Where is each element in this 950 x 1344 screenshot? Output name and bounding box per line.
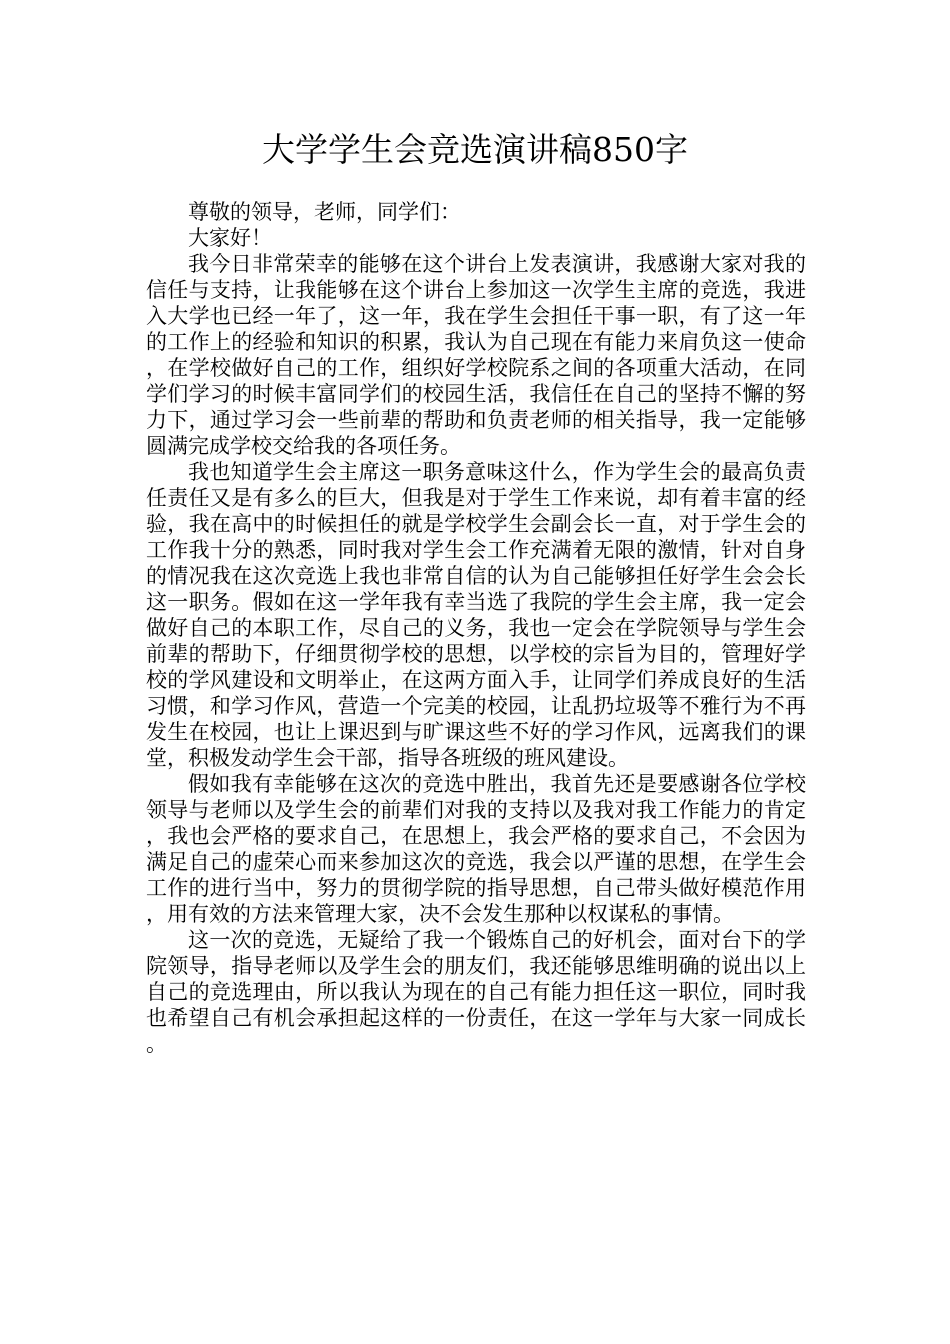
document-body [146, 199, 806, 1057]
paragraph: 我也知道学生会主席这一职务意味这什么，作为学生会的最高负责任责任又是有多么的巨大，但我是对于学生工作来说，却有着丰富的经验，我在高中的时候担任的就是学校学生会副会长一直，对于学生会的工作我十分的熟悉，同时我对学生会工作充满着无限的激情，针对自身的情况我在这次竞选上我也非常自信的认为自己能够担任好学生会会长这一职务。假如在这一学年我有幸当选了我院的学生会主席，我一定会做好自己的本职工作，尽自己的义务，我也一定会在学院领导与学生会前辈的帮助下，仔细贯彻学校的思想，以学校的宗旨为目的，管理好学校的学风建设和文明举止，在这两方面入手，让同学们养成良好的生活习惯，和学习作风，营造一个完美的校园，让乱扔垃圾等不雅行为不再发生在校园，也让上课迟到与旷课这些不好的学习作风，远离我们的课堂，积极发动学生会干部，指导各班级的班风建设。 [146, 460, 806, 770]
page-title: 大学学生会竞选演讲稿850字 [262, 130, 688, 169]
paragraph: 这一次的竞选，无疑给了我一个锻炼自己的好机会，面对台下的学院领导，指导老师以及学生会的朋友们，我还能够思维明确的说出以上自己的竞选理由，所以我认为现在的自己有能力担任这一职位，同时我也希望自己有机会承担起这样的一份责任，在这一学年与大家一同成长。 [146, 928, 806, 1056]
greeting: 大家好！ [188, 226, 272, 250]
salutation: 尊敬的领导，老师，同学们： [188, 200, 461, 224]
paragraph: 假如我有幸能够在这次的竞选中胜出，我首先还是要感谢各位学校领导与老师以及学生会的前辈们对我的支持以及我对我工作能力的肯定，我也会严格的要求自己，在思想上，我会严格的要求自己，不会因为满足自己的虚荣心而来参加这次的竞选，我会以严谨的思想，在学生会工作的进行当中，努力的贯彻学院的指导思想，自己带头做好模范作用，用有效的方法来管理大家，决不会发生那种以权谋私的事情。 [146, 772, 806, 926]
paragraph: 我今日非常荣幸的能够在这个讲台上发表演讲，我感谢大家对我的信任与支持，让我能够在这个讲台上参加这一次学生主席的竞选，我进入大学也已经一年了，这一年，我在学生会担任干事一职，有了这一年的工作上的经验和知识的积累，我认为自己现在有能力来肩负这一使命，在学校做好自己的工作，组织好学校院系之间的各项重大活动，在同学们学习的时候丰富同学们的校园生活，我信任在自己的坚持不懈的努力下，通过学习会一些前辈的帮助和负责老师的相关指导，我一定能够圆满完成学校交给我的各项任务。 [146, 252, 806, 458]
